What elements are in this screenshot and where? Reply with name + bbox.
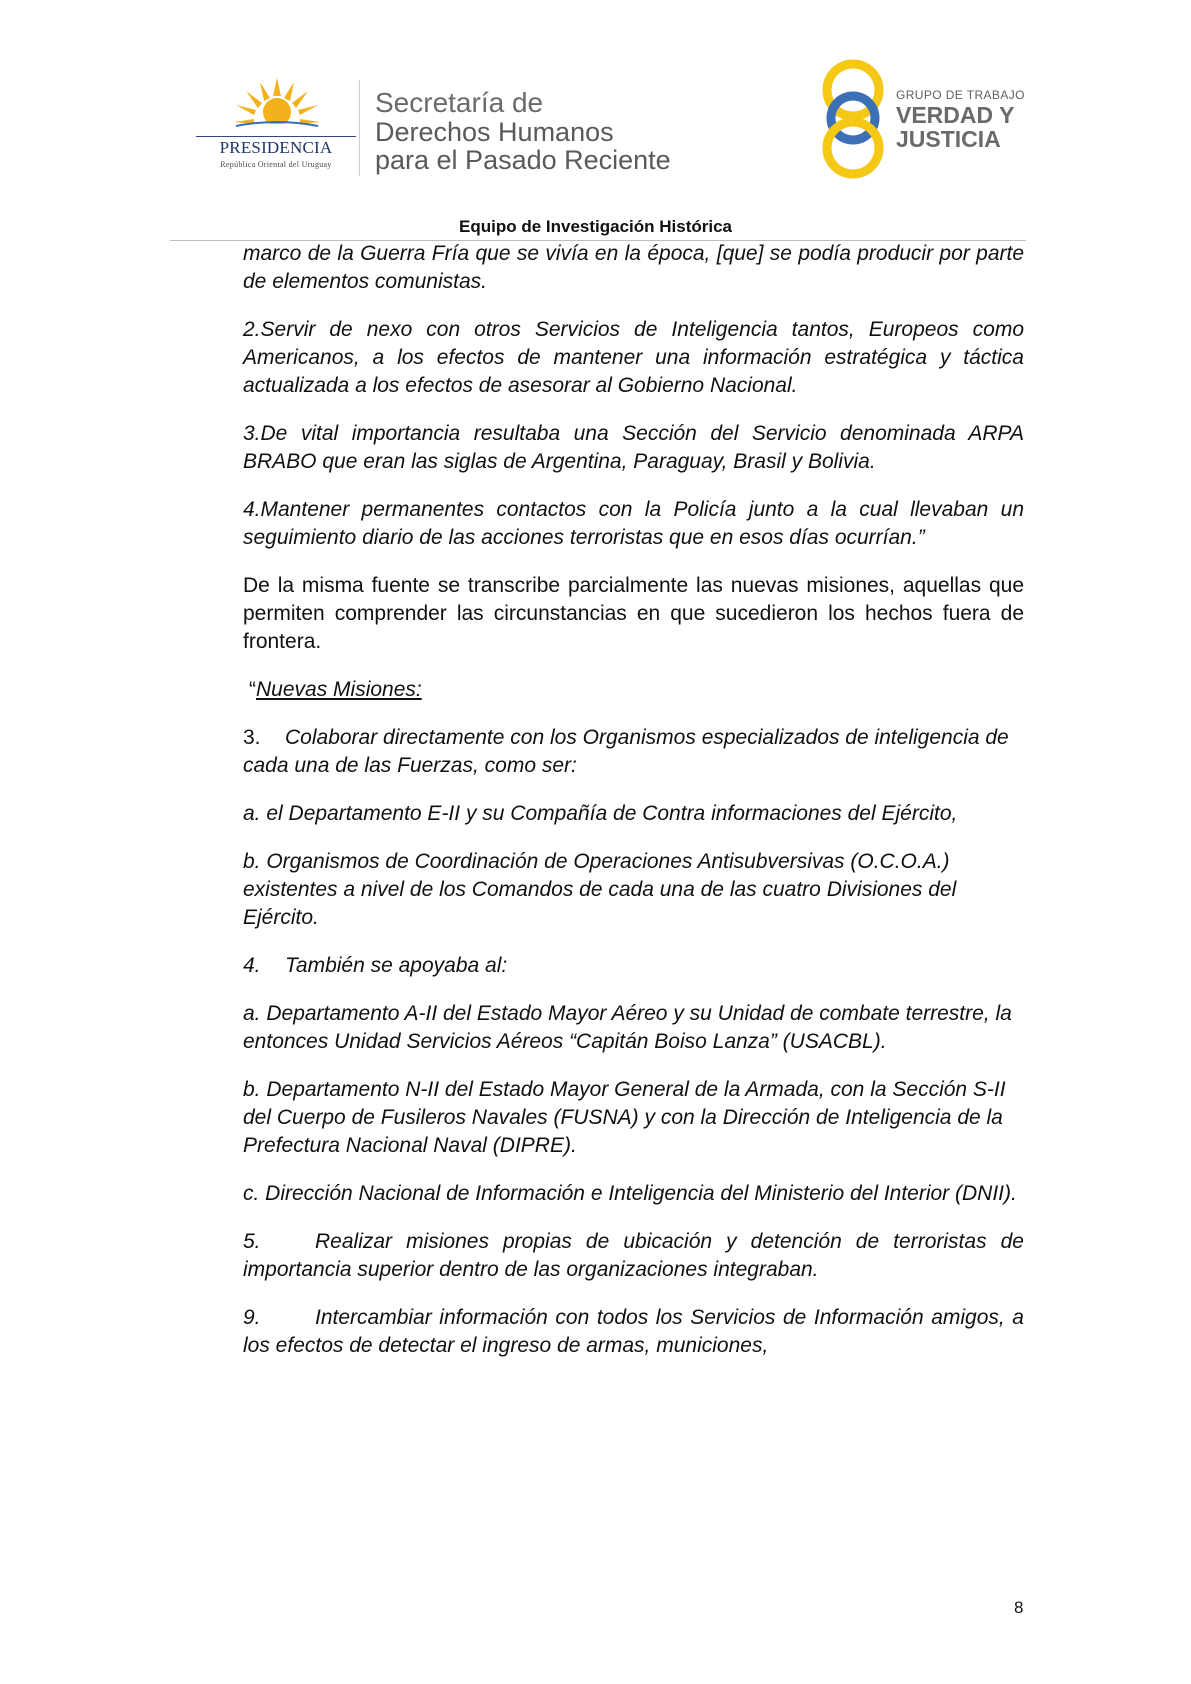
page-number: 8 xyxy=(1014,1598,1024,1617)
secretaria-line1: Secretaría de xyxy=(375,87,544,118)
item-3-text: Colaborar directamente con los Organismos especializados de inteligencia de cada una de las Fuerzas, como ser: xyxy=(243,726,1009,777)
item-5 xyxy=(243,1228,1024,1284)
secretaria-logo-text xyxy=(375,88,671,174)
item-5-text: Realizar misiones propias de ubicación y detención de terroristas de importancia superior dentro de las organizaciones integraban. xyxy=(243,1230,1024,1281)
item-4-number: 4. xyxy=(243,954,261,977)
page-header xyxy=(0,0,1191,240)
grupo-trabajo-label: GRUPO DE TRABAJO xyxy=(896,88,1025,102)
item-5-number: 5. xyxy=(243,1230,261,1253)
paragraph-2: 2.Servir de nexo con otros Servicios de Inteligencia tantos, Europeos como Americanos, a los efectos de mantener una información estratégica y táctica actualizada a los efectos de asesorar al Gobierno Nacional. xyxy=(243,318,1024,397)
secretaria-line3: para el Pasado Reciente xyxy=(375,145,671,175)
nuevas-misiones-heading xyxy=(249,676,1024,704)
item-3 xyxy=(243,724,1024,780)
linked-rings-icon xyxy=(818,56,888,180)
equipo-title: Equipo de Investigación Histórica xyxy=(459,217,732,236)
item-9-text: Intercambiar información con todos los Servicios de Información amigos, a los efectos de detectar el ingreso de armas, municiones, xyxy=(243,1306,1024,1357)
item-9 xyxy=(243,1304,1024,1360)
item-9-number: 9. xyxy=(243,1306,261,1329)
verdad-label: VERDAD Y xyxy=(896,102,1015,128)
nuevas-open-quote: “ xyxy=(249,678,256,701)
paragraph-5: De la misma fuente se transcribe parcialmente las nuevas misiones, aquellas que permiten comprender las circunstancias en que sucedieron los hechos fuera de frontera. xyxy=(243,574,1024,653)
presidencia-subtitle: República Oriental del Uruguay xyxy=(220,160,332,169)
secretaria-line2: Derechos Humanos xyxy=(375,117,614,147)
header-divider xyxy=(359,80,360,176)
item-4b: b. Departamento N-II del Estado Mayor General de la Armada, con la Sección S-II del Cuerpo de Fusileros Navales (FUSNA) y con la Dirección de Inteligencia de la Prefectura Nacional Naval (DIPRE). xyxy=(243,1078,1006,1157)
item-3-number: 3. xyxy=(243,726,261,749)
item-4a: a. Departamento A-II del Estado Mayor Aéreo y su Unidad de combate terrestre, la entonces Unidad Servicios Aéreos “Capitán Boiso Lanza” (USACBL). xyxy=(243,1002,1012,1053)
item-3a: a. el Departamento E-II y su Compañía de Contra informaciones del Ejército, xyxy=(243,802,958,825)
justicia-label: JUSTICIA xyxy=(896,126,1001,152)
paragraph-1: marco de la Guerra Fría que se vivía en la época, [que] se podía producir por parte de elementos comunistas. xyxy=(243,242,1024,293)
verdad-justicia-logo xyxy=(818,56,1028,180)
presidencia-rule xyxy=(196,136,356,137)
item-4 xyxy=(243,952,1024,980)
item-4c: c. Dirección Nacional de Información e Inteligencia del Ministerio del Interior (DNII). xyxy=(243,1182,1017,1205)
item-3b: b. Organismos de Coordinación de Operaciones Antisubversivas (O.C.O.A.) existentes a nivel de los Comandos de cada una de las cuatro Divisiones del Ejército. xyxy=(243,850,957,929)
paragraph-4: 4.Mantener permanentes contactos con la Policía junto a la cual llevaban un seguimiento diario de las acciones terroristas que en esos días ocurrían.” xyxy=(243,498,1024,549)
sun-icon xyxy=(232,78,322,134)
nuevas-misiones-label: Nuevas Misiones: xyxy=(256,678,422,701)
document-body xyxy=(243,240,1024,1380)
presidencia-name: PRESIDENCIA xyxy=(219,138,333,157)
item-4-text: También se apoyaba al: xyxy=(285,954,508,977)
paragraph-3: 3.De vital importancia resultaba una Sección del Servicio denominada ARPA BRABO que eran las siglas de Argentina, Paraguay, Brasil y Bolivia. xyxy=(243,422,1024,473)
presidencia-logo xyxy=(196,78,356,178)
